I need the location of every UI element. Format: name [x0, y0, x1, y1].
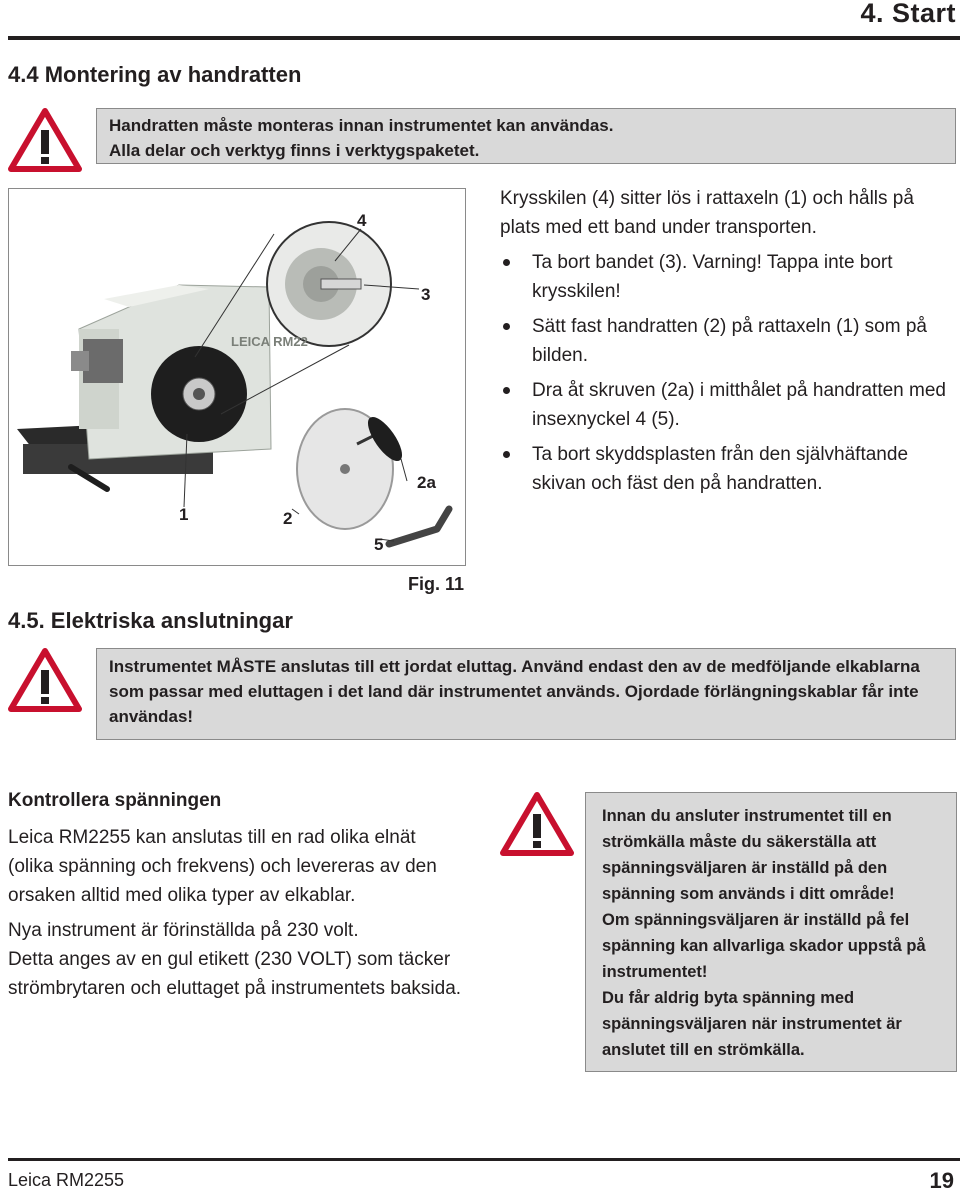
warning-line-2: Alla delar och verktyg finns i verktygspaketet. — [109, 141, 480, 160]
list-item: Ta bort skyddsplasten från den självhäftande skivan och fäst den på handratten. — [500, 440, 958, 498]
footer-rule — [8, 1158, 960, 1161]
voltage-warning-p2: Om spänningsväljaren är inställd på fel spänning kan allvarliga skador uppstå på instrumentet! — [602, 911, 926, 981]
voltage-para-2: Nya instrument är förinställda på 230 volt. — [8, 920, 359, 941]
electrical-warning-box: Instrumentet MÅSTE anslutas till ett jordat eluttag. Använd endast den av de medföljande elkablarna som passar med eluttagen i det land där instrumentet används. Ojordade förlängningskablar får inte användas! — [96, 648, 956, 740]
voltage-column — [8, 786, 466, 1003]
microtome-illustration — [9, 189, 465, 565]
section-44-title: 4.4 Montering av handratten — [8, 62, 302, 87]
callout-2: 2 — [283, 509, 293, 528]
list-item: Ta bort bandet (3). Varning! Tappa inte bort krysskilen! — [500, 248, 958, 306]
chapter-heading: 4. Start — [860, 0, 956, 28]
list-item: Dra åt skruven (2a) i mitthålet på handratten med insexnyckel 4 (5). — [500, 376, 958, 434]
voltage-heading: Kontrollera spänningen — [8, 790, 222, 811]
page-number: 19 — [929, 1168, 954, 1193]
voltage-warning-p3: Du får aldrig byta spänning med spänningsväljaren när instrumentet är anslutet till en strömkälla. — [602, 989, 902, 1059]
assembly-warning-box — [96, 108, 956, 164]
voltage-warning-p1: Innan du ansluter instrumentet till en strömkälla måste du säkerställa att spänningsväljaren är inställd på den spänning som används i ditt område! — [602, 807, 895, 903]
warning-triangle-icon — [500, 792, 574, 856]
figure-caption: Fig. 11 — [408, 574, 465, 594]
voltage-warning-box — [585, 792, 957, 1072]
callout-3: 3 — [421, 285, 431, 304]
figure-frame — [8, 188, 466, 566]
callout-2a: 2a — [417, 473, 436, 492]
callout-1: 1 — [179, 505, 189, 524]
voltage-para-1: Leica RM2255 kan anslutas till en rad olika elnät (olika spänning och frekvens) och levereras av den orsaken alltid med olika typer av elkablar. — [8, 827, 437, 906]
section-45-title: 4.5. Elektriska anslutningar — [8, 608, 293, 633]
warning-line-1: Handratten måste monteras innan instrumentet kan användas. — [109, 116, 614, 135]
assembly-instructions — [500, 184, 958, 498]
callout-4: 4 — [357, 211, 367, 230]
list-item: Sätt fast handratten (2) på rattaxeln (1) som på bilden. — [500, 312, 958, 370]
callout-5: 5 — [374, 535, 384, 554]
footer-product: Leica RM2255 — [8, 1170, 125, 1190]
assembly-steps — [500, 248, 958, 498]
warning-triangle-icon — [8, 108, 82, 172]
header-rule — [8, 36, 960, 40]
brand-label: LEICA RM22 — [231, 334, 308, 349]
voltage-para-3: Detta anges av en gul etikett (230 VOLT) som täcker strömbrytaren och eluttaget på instrumentets baksida. — [8, 949, 462, 999]
assembly-intro: Krysskilen (4) sitter lös i rattaxeln (1) och hålls på plats med ett band under transporten. — [500, 188, 914, 238]
warning-triangle-icon — [8, 648, 82, 712]
